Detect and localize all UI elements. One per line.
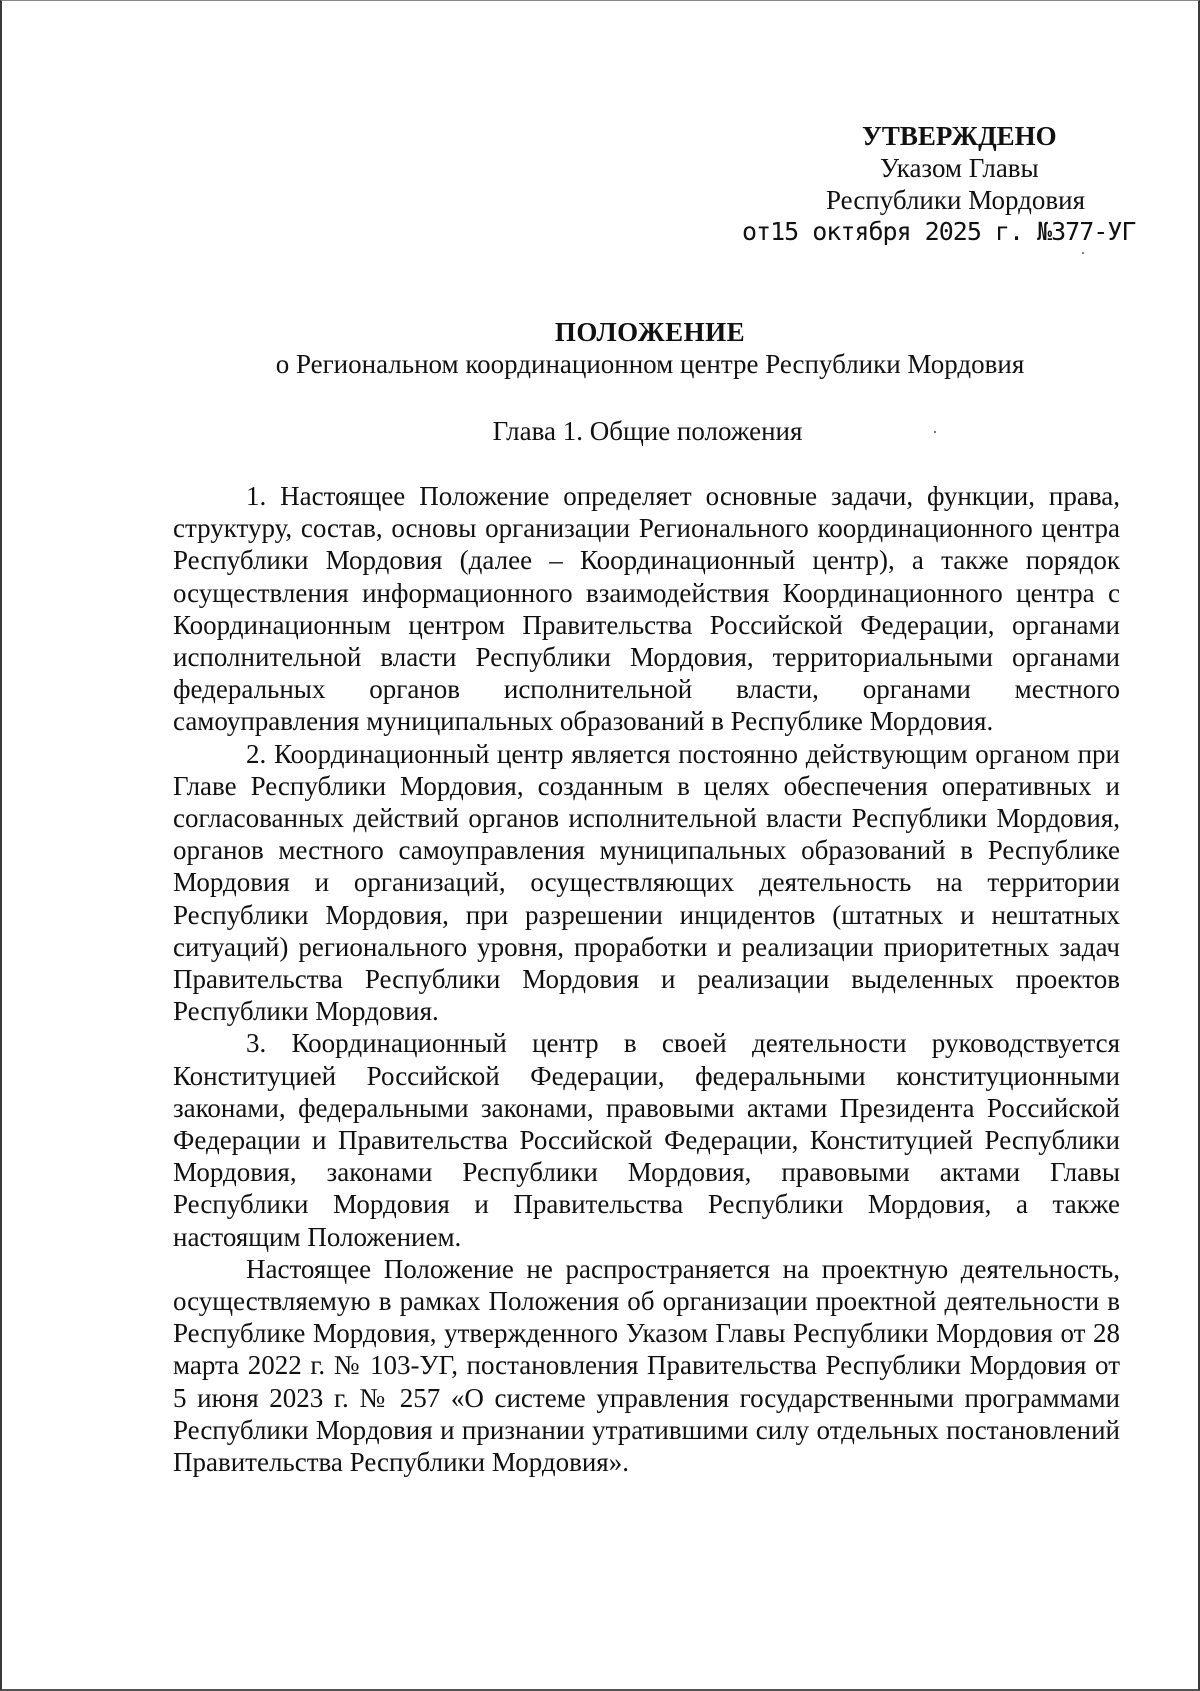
paragraph-2: 2. Координационный центр является постоянно действующим органом при Главе Республики Мордовия, созданным в целях обеспечения оперативных и согласованных действий органов исполнительной власти Республики Мордовия, органов местного самоуправления муниципальных образований в Республике Мордовия и организаций, осуществляющих деятельность на территории Республики Мордовия, при разрешении инцидентов (штатных и нештатных ситуаций) регионального уровня, проработки и реализации приоритетных задач Правительства Республики Мордовия и реализации выделенных проектов Республики Мордовия. xyxy=(173,738,1120,1027)
scan-speck xyxy=(1082,252,1084,254)
document-body xyxy=(173,480,1120,1478)
approval-block xyxy=(600,120,1140,248)
approval-line-republic: Республики Мордовия xyxy=(826,185,1086,215)
document-title: ПОЛОЖЕНИЕ xyxy=(554,317,746,347)
document-subtitle: о Региональном координационном центре Республики Мордовия xyxy=(275,349,1025,379)
paragraph-1: 1. Настоящее Положение определяет основные задачи, функции, права, структуру, состав, основы организации Регионального координационного центра Республики Мордовия (далее – Координационный центр), а также порядок осуществления информационного взаимодействия Координационного центра с Координационным центром Правительства Российской Федерации, органами исполнительной власти Республики Мордовия, территориальными органами федеральных органов исполнительной власти, органами местного самоуправления муниципальных образований в Республике Мордовия. xyxy=(173,481,1120,737)
chapter-heading: Глава 1. Общие положения xyxy=(492,416,803,446)
approval-line-date-number: от15 октября 2025 г. №377-УГ xyxy=(742,217,1136,246)
paragraph-4: Настоящее Положение не распространяется на проектную деятельность, осуществляемую в рамках Положения об организации проектной деятельности в Республике Мордовия, утвержденного Указом Главы Республики Мордовия от 28 марта 2022 г. № 103-УГ, постановления Правительства Республики Мордовия от 5 июня 2023 г. № 257 «О системе управления государственными программами Республики Мордовия и признании утратившими силу отдельных постановлений Правительства Республики Мордовия». xyxy=(173,1253,1120,1478)
paragraph-3: 3. Координационный центр в своей деятельности руководствуется Конституцией Российской Федерации, федеральными конституционными законами, федеральными законами, правовыми актами Президента Российской Федерации и Правительства Российской Федерации, Конституцией Республики Мордовия, законами Республики Мордовия, правовыми актами Главы Республики Мордовия и Правительства Республики Мордовия, а также настоящим Положением. xyxy=(173,1028,1120,1252)
approval-line-decree: Указом Главы xyxy=(880,153,1039,183)
document-heading xyxy=(180,316,1120,380)
scan-speck xyxy=(934,431,936,433)
approval-title: УТВЕРЖДЕНО xyxy=(862,121,1057,151)
